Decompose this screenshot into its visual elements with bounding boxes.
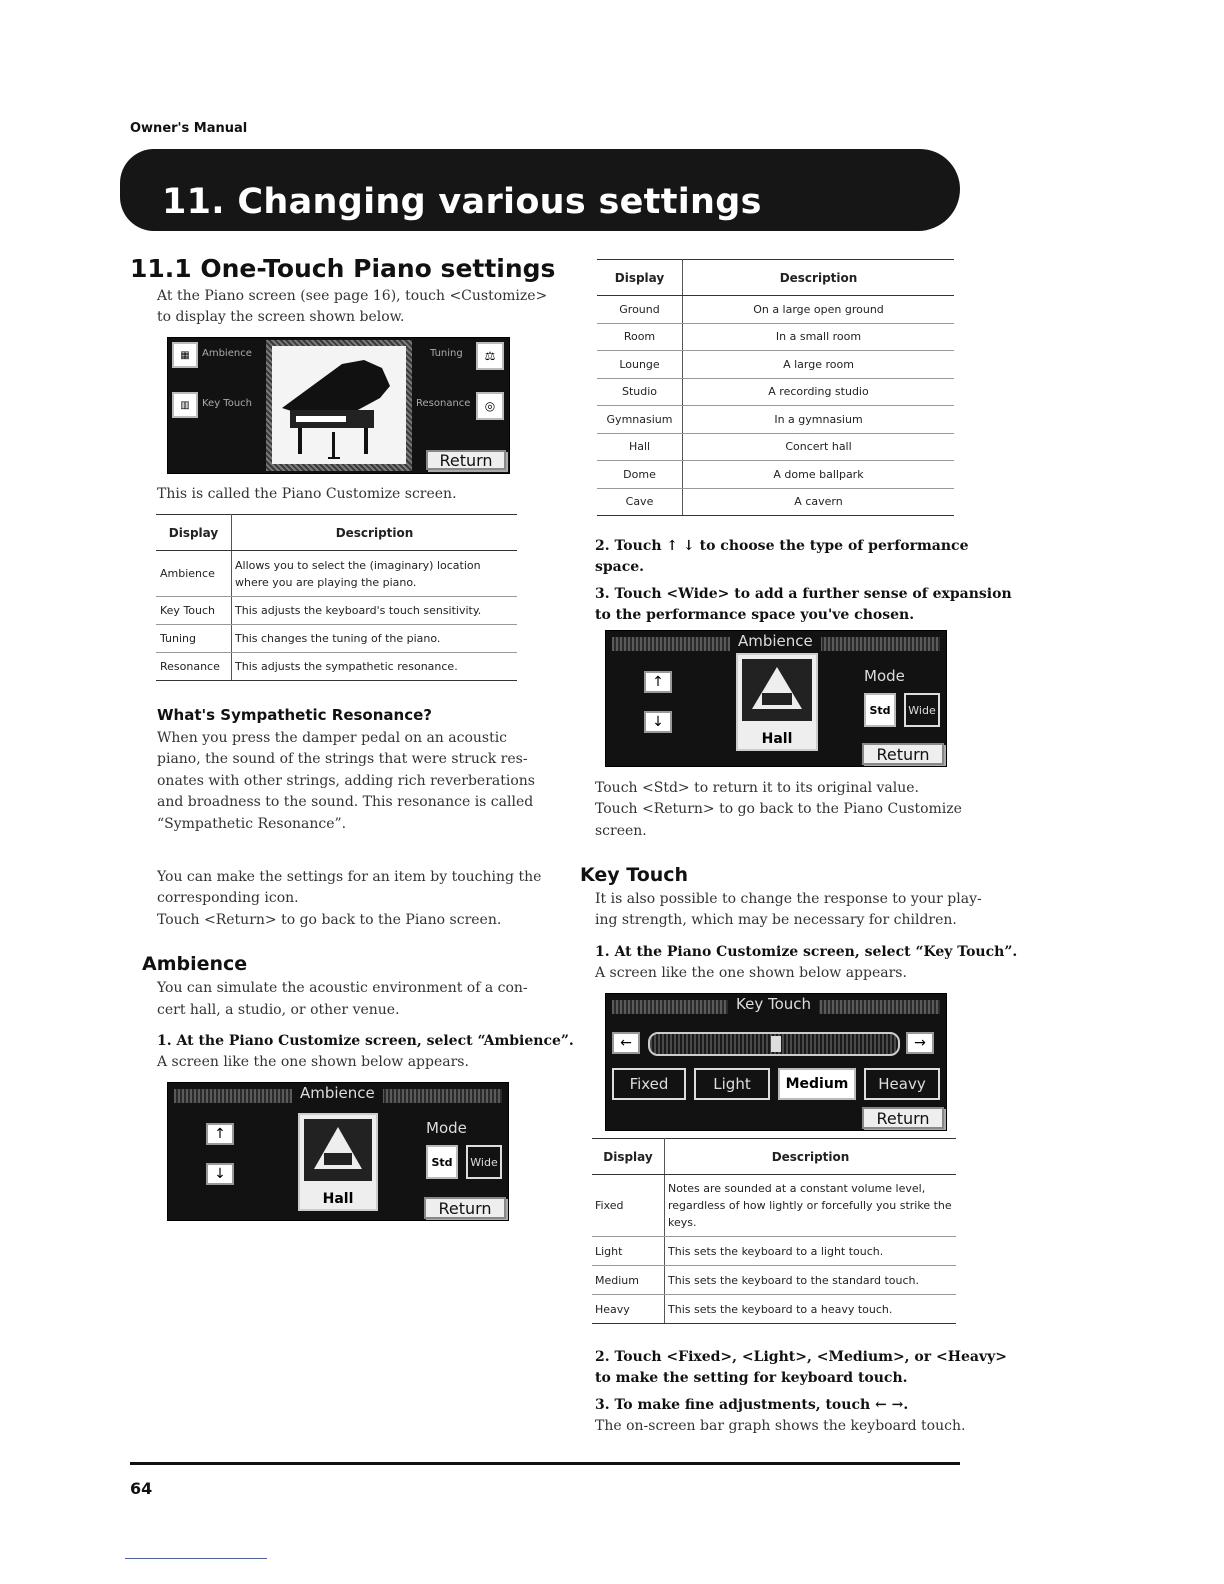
table-row xyxy=(592,1237,956,1266)
table-cell: This adjusts the sympathetic resonance. xyxy=(232,653,518,681)
left-right-arrow-icon: ← → xyxy=(875,1397,904,1413)
table-cell: This sets the keyboard to the standard touch. xyxy=(665,1266,957,1295)
up-arrow-button[interactable]: ↑ xyxy=(644,671,672,693)
table-header-description: Description xyxy=(683,260,955,296)
table-cell: This sets the keyboard to a light touch. xyxy=(665,1237,957,1266)
table-cell: A cavern xyxy=(683,488,955,516)
sympathetic-line: onates with other strings, adding rich reverberations xyxy=(157,773,535,789)
sympathetic-line: and broadness to the sound. This resonance is called xyxy=(157,794,534,810)
piano-image-area xyxy=(272,346,406,464)
up-arrow-button[interactable]: ↑ xyxy=(206,1123,234,1145)
ambience-wide-screen xyxy=(605,630,947,767)
table-header-description: Description xyxy=(665,1139,957,1175)
chapter-title: 11. Changing various settings xyxy=(162,182,762,222)
table-cell: Resonance xyxy=(156,653,232,681)
ambience-line: cert hall, a studio, or other venue. xyxy=(157,1002,400,1018)
resonance-icon-button[interactable]: ◎ xyxy=(476,392,504,420)
touch-bar-graph xyxy=(648,1032,900,1056)
return-button[interactable]: Return xyxy=(424,1197,506,1219)
step-text: to choose the type of performance xyxy=(699,538,969,554)
table-cell: Heavy xyxy=(592,1295,665,1324)
return-button[interactable]: Return xyxy=(426,450,506,470)
grand-piano-icon xyxy=(272,346,406,464)
table-row xyxy=(592,1266,956,1295)
table-row xyxy=(592,1295,956,1324)
ambience-screen xyxy=(167,1082,509,1221)
table-row xyxy=(156,625,517,653)
table-row xyxy=(597,351,954,379)
return-button[interactable]: Return xyxy=(862,743,944,765)
right-arrow-button[interactable]: → xyxy=(906,1032,934,1054)
step-text: 2. Touch xyxy=(595,538,662,554)
table-cell: In a gymnasium xyxy=(683,406,955,434)
table-cell: Tuning xyxy=(156,625,232,653)
intro-line-1: At the Piano screen (see page 16), touch <Customize> xyxy=(157,288,548,304)
mode-label: Mode xyxy=(426,1119,467,1137)
table-header-display: Display xyxy=(592,1139,665,1175)
up-down-arrow-icon: ↑ ↓ xyxy=(666,538,695,554)
table-cell: Concert hall xyxy=(683,433,955,461)
wide-button[interactable]: Wide xyxy=(904,693,940,727)
step-text: . xyxy=(903,1397,909,1413)
wide-button[interactable]: Wide xyxy=(466,1145,502,1179)
table-row xyxy=(156,597,517,625)
table-cell: Dome xyxy=(597,461,683,489)
keytouch-icon-button[interactable]: ▥ xyxy=(172,392,198,418)
tuning-icon-button[interactable]: ⚖ xyxy=(476,342,504,370)
table-cell: Light xyxy=(592,1237,665,1266)
page-number: 64 xyxy=(130,1479,153,1498)
fixed-button[interactable]: Fixed xyxy=(612,1068,686,1100)
settings-note-line: corresponding icon. xyxy=(157,890,299,906)
table-cell: This changes the tuning of the piano. xyxy=(232,625,518,653)
keytouch-title: Key Touch xyxy=(580,864,689,886)
ambience-step-3-cont: to the performance space you've chosen. xyxy=(595,607,915,623)
keytouch-table xyxy=(592,1138,956,1324)
section-title: 11.1 One-Touch Piano settings xyxy=(130,254,556,283)
table-cell: Cave xyxy=(597,488,683,516)
medium-button[interactable]: Medium xyxy=(778,1068,856,1100)
table-cell: Medium xyxy=(592,1266,665,1295)
after-text: Touch <Return> to go back to the Piano Customize xyxy=(595,801,962,817)
ambience-step-3: 3. Touch <Wide> to add a further sense of expansion xyxy=(595,586,1012,602)
after-text: screen. xyxy=(595,823,647,839)
keytouch-line: ing strength, which may be necessary for children. xyxy=(595,912,957,928)
keytouch-step-2-cont: to make the setting for keyboard touch. xyxy=(595,1370,908,1386)
table-cell: In a small room xyxy=(683,323,955,351)
keytouch-step-1-sub: A screen like the one shown below appears. xyxy=(595,965,907,981)
table-row xyxy=(597,433,954,461)
touch-level-marker xyxy=(771,1036,781,1052)
table-cell: Notes are sounded at a constant volume level, regardless of how lightly or forcefully you strike the keys. xyxy=(665,1175,957,1237)
screen-caption: This is called the Piano Customize screen. xyxy=(157,486,457,502)
after-text: Touch <Std> to return it to its original value. xyxy=(595,780,919,796)
hall-icon xyxy=(300,1115,376,1185)
piano-customize-screen xyxy=(167,337,510,474)
screen-title: Key Touch xyxy=(728,994,819,1014)
table-cell: Gymnasium xyxy=(597,406,683,434)
table-cell: Hall xyxy=(597,433,683,461)
ambience-icon-button[interactable]: ▦ xyxy=(172,342,198,368)
table-cell: This sets the keyboard to a heavy touch. xyxy=(665,1295,957,1324)
table-cell: Ambience xyxy=(156,551,232,597)
hall-label: Hall xyxy=(322,1191,354,1207)
table-cell: On a large open ground xyxy=(683,296,955,324)
ambience-title: Ambience xyxy=(142,953,248,975)
table-cell: Fixed xyxy=(592,1175,665,1237)
keytouch-step-3 xyxy=(595,1395,908,1417)
table-row xyxy=(597,488,954,516)
settings-note-line: You can make the settings for an item by touching the xyxy=(157,869,542,885)
sympathetic-line: “Sympathetic Resonance”. xyxy=(157,816,347,832)
table-row xyxy=(597,378,954,406)
ambience-label: Ambience xyxy=(202,348,252,359)
ambience-step-2-cont: space. xyxy=(595,559,645,575)
return-button[interactable]: Return xyxy=(862,1107,944,1129)
sympathetic-line: When you press the damper pedal on an acoustic xyxy=(157,730,508,746)
settings-note-line: Touch <Return> to go back to the Piano screen. xyxy=(157,912,502,928)
keytouch-label: Key Touch xyxy=(202,398,253,409)
step-text: 3. To make fine adjustments, touch xyxy=(595,1397,871,1413)
footer-rule xyxy=(130,1462,960,1465)
std-button[interactable]: Std xyxy=(864,693,896,727)
keytouch-step-1: 1. At the Piano Customize screen, select “Key Touch”. xyxy=(595,944,1018,960)
resonance-label: Resonance xyxy=(416,398,471,409)
table-cell: Key Touch xyxy=(156,597,232,625)
settings-table xyxy=(156,514,517,681)
header-label: Owner's Manual xyxy=(130,121,248,136)
table-row xyxy=(156,653,517,681)
table-cell: Lounge xyxy=(597,351,683,379)
table-row xyxy=(597,323,954,351)
table-cell: A large room xyxy=(683,351,955,379)
keytouch-line: It is also possible to change the response to your play- xyxy=(595,891,982,907)
hall-label: Hall xyxy=(761,731,793,747)
table-cell: Studio xyxy=(597,378,683,406)
ambience-table xyxy=(597,259,954,516)
table-cell: A dome ballpark xyxy=(683,461,955,489)
light-button[interactable]: Light xyxy=(694,1068,770,1100)
heavy-button[interactable]: Heavy xyxy=(864,1068,940,1100)
table-cell: Ground xyxy=(597,296,683,324)
screen-title: Ambience xyxy=(292,1083,383,1103)
keytouch-step-2: 2. Touch <Fixed>, <Light>, <Medium>, or <Heavy> xyxy=(595,1349,1007,1365)
table-cell: A recording studio xyxy=(683,378,955,406)
ambience-step-1: 1. At the Piano Customize screen, select “Ambience”. xyxy=(157,1033,574,1049)
table-row xyxy=(597,461,954,489)
ambience-line: You can simulate the acoustic environment of a con- xyxy=(157,980,528,996)
table-cell: Room xyxy=(597,323,683,351)
std-button[interactable]: Std xyxy=(426,1145,458,1179)
hall-picture xyxy=(298,1113,378,1211)
down-arrow-button[interactable]: ↓ xyxy=(206,1163,234,1185)
table-row xyxy=(597,296,954,324)
down-arrow-button[interactable]: ↓ xyxy=(644,711,672,733)
keytouch-after: The on-screen bar graph shows the keyboard touch. xyxy=(595,1418,966,1434)
sympathetic-title: What's Sympathetic Resonance? xyxy=(157,706,432,724)
table-cell: Allows you to select the (imaginary) location where you are playing the piano. xyxy=(232,551,518,597)
table-row xyxy=(156,551,517,597)
screen-title: Ambience xyxy=(730,631,821,651)
bottom-link-line xyxy=(125,1558,267,1559)
left-arrow-button[interactable]: ← xyxy=(612,1032,640,1054)
keytouch-screen xyxy=(605,993,947,1131)
table-header-display: Display xyxy=(156,515,232,551)
table-header-display: Display xyxy=(597,260,683,296)
sympathetic-line: piano, the sound of the strings that were struck res- xyxy=(157,751,528,767)
table-header-description: Description xyxy=(232,515,518,551)
mode-label: Mode xyxy=(864,667,905,685)
table-cell: This adjusts the keyboard's touch sensitivity. xyxy=(232,597,518,625)
tuning-label: Tuning xyxy=(430,348,463,359)
table-row xyxy=(597,406,954,434)
ambience-step-2 xyxy=(595,536,968,558)
table-row xyxy=(592,1175,956,1237)
hall-picture xyxy=(736,653,818,751)
ambience-step-1-sub: A screen like the one shown below appears. xyxy=(157,1054,469,1070)
intro-line-2: to display the screen shown below. xyxy=(157,309,405,325)
hall-icon xyxy=(738,655,816,725)
